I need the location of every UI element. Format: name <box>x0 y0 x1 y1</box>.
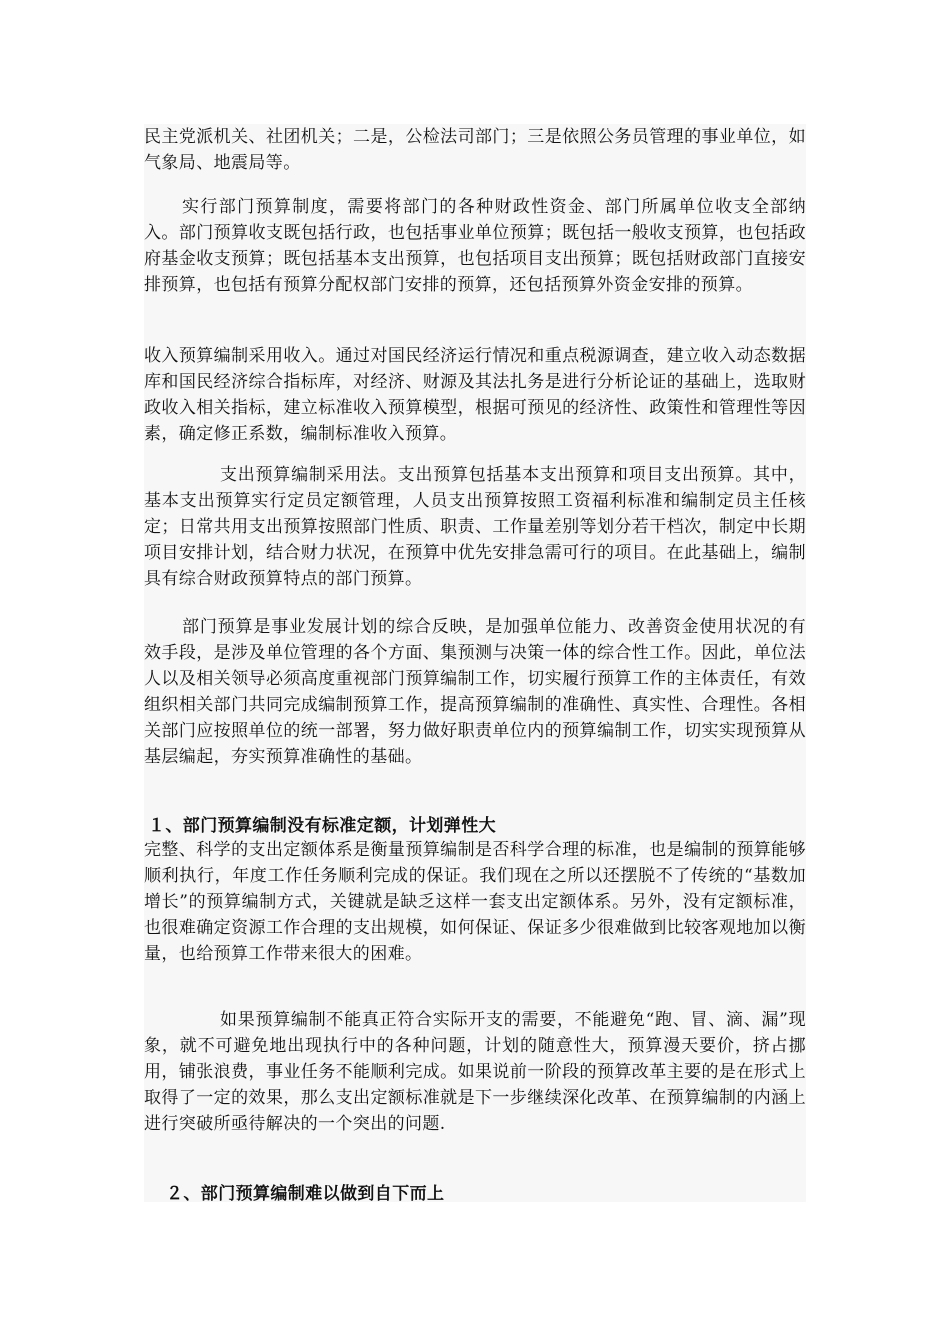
paragraph-quota-system: 完整、科学的支出定额体系是衡量预算编制是否科学合理的标准，也是编制的预算能够顺利执行，年度工作任务顺利完成的保证。我们现在之所以还摆脱不了传统的“基数加增长”的预算编制方式，关键就是缺乏这样一套支出定额体系。另外，没有定额标准，也很难确定资源工作合理的支出规模，如何保证、保证多少很难做到比较客观地加以衡量，也给预算工作带来很大的困难。 <box>144 840 806 964</box>
paragraph-actual-needs: 如果预算编制不能真正符合实际开支的需要，不能避免“跑、冒、滴、漏”现象，就不可避免地出现执行中的各种问题，计划的随意性大，预算漫天要价，挤占挪用，铺张浪费，事业任务不能顺利完成。如果说前一阶段的预算改革主要的是在形式上取得了一定的效果，那么支出定额标准就是下一步继续深化改革、在预算编制的内涵上进行突破所亟待解决的一个突出的问题. <box>144 1010 806 1134</box>
paragraph-budget-system: 实行部门预算制度，需要将部门的各种财政性资金、部门所属单位收支全部纳入。部门预算收支既包括行政，也包括事业单位预算；既包括一般收支预算，也包括政府基金收支预算；既包括基本支出预算，也包括项目支出预算；既包括财政部门直接安排预算，也包括有预算分配权部门安排的预算，还包括预算外资金安排的预算。 <box>144 197 806 295</box>
section-heading-1: １、部门预算编制没有标准定额，计划弹性大 <box>148 816 496 836</box>
paragraph-expenditure-budget: 支出预算编制采用法。支出预算包括基本支出预算和项目支出预算。其中，基本支出预算实行定员定额管理，人员支出预算按照工资福利标准和编制定员主任核定；日常共用支出预算按照部门性质、职责、工作量差别等划分若干档次，制定中长期项目安排计划，结合财力状况，在预算中优先安排急需可行的项目。在此基础上，编制具有综合财政预算特点的部门预算。 <box>144 465 806 589</box>
paragraph-units: 民主党派机关、社团机关；二是，公检法司部门；三是依照公务员管理的事业单位，如气象局、地震局等。 <box>144 127 806 173</box>
section-heading-2: ２、部门预算编制难以做到自下而上 <box>166 1184 445 1204</box>
paragraph-revenue-budget: 收入预算编制采用收入。通过对国民经济运行情况和重点税源调查，建立收入动态数据库和国民经济综合指标库，对经济、财源及其法扎务是进行分析论证的基础上，选取财政收入相关指标，建立标准收入预算模型，根据可预见的经济性、政策性和管理性等因素，确定修正系数，编制标准收入预算。 <box>144 346 806 444</box>
paragraph-department-budget: 部门预算是事业发展计划的综合反映，是加强单位能力、改善资金使用状况的有效手段，是涉及单位管理的各个方面、集预测与决策一体的综合性工作。因此，单位法人以及相关领导必须高度重视部门预算编制工作，切实履行预算工作的主体责任，有效组织相关部门共同完成编制预算工作，提高预算编制的准确性、真实性、合理性。各相关部门应按照单位的统一部署，努力做好职责单位内的预算编制工作，切实实现预算从基层编起，夯实预算准确性的基础。 <box>144 617 806 767</box>
